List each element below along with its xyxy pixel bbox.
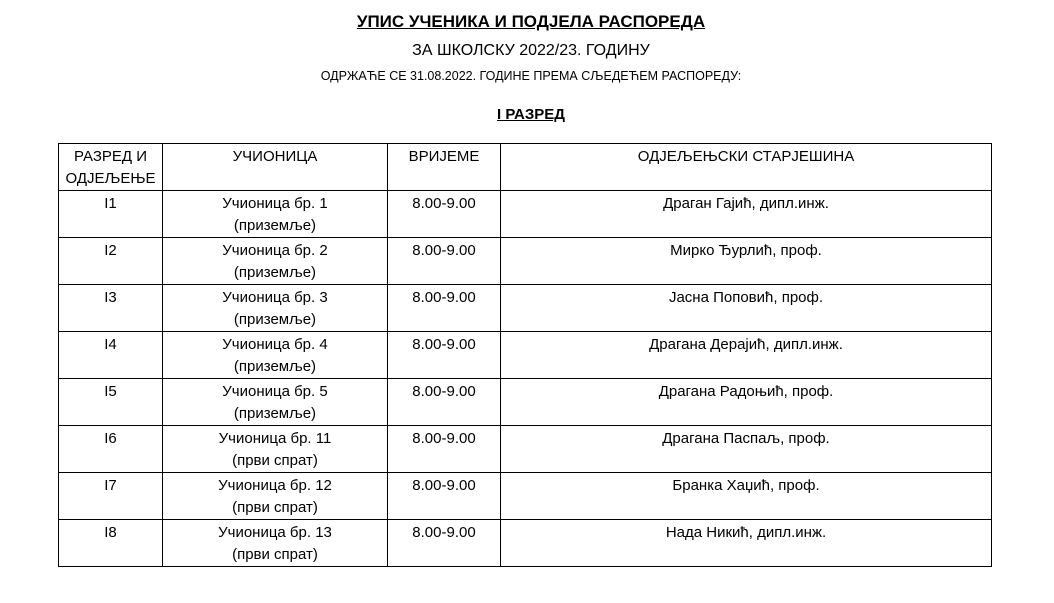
time-cell: 8.00-9.00 [388,332,501,379]
class-cell: I2 [59,238,163,285]
table-row [59,238,992,285]
table-row [59,379,992,426]
table-row [59,285,992,332]
room-name: Учионица бр. 1 [222,195,328,212]
class-cell: I4 [59,332,163,379]
time-cell: 8.00-9.00 [388,473,501,520]
table-row [59,191,992,238]
room-name: Учионица бр. 3 [222,289,328,306]
room-cell [163,520,388,567]
room-name: Учионица бр. 4 [222,336,328,353]
time-cell: 8.00-9.00 [388,426,501,473]
column-header-class [59,144,163,191]
class-cell: I1 [59,191,163,238]
teacher-cell: Драгана Радоњић, проф. [501,379,992,426]
room-cell [163,238,388,285]
teacher-cell: Нада Никић, дипл.инж. [501,520,992,567]
page-title: УПИС УЧЕНИКА И ПОДЈЕЛА РАСПОРЕДА [356,12,706,31]
room-floor: (приземље) [233,405,317,422]
room-floor: (приземље) [233,311,317,328]
class-cell: I8 [59,520,163,567]
column-header-teacher: ОДЈЕЉЕЊСКИ СТАРЈЕШИНА [501,144,992,191]
teacher-cell: Јасна Поповић, проф. [501,285,992,332]
column-header-class-line2: ОДЈЕЉЕЊЕ [65,170,156,187]
room-floor: (први спрат) [232,499,318,516]
room-name: Учионица бр. 11 [218,430,332,447]
teacher-cell: Драгана Паспаљ, проф. [501,426,992,473]
room-cell [163,379,388,426]
table-row [59,426,992,473]
teacher-cell: Драган Гајић, дипл.инж. [501,191,992,238]
grade-heading: I РАЗРЕД [497,106,565,123]
time-cell: 8.00-9.00 [388,238,501,285]
room-cell [163,473,388,520]
schedule-table [58,143,992,567]
class-cell: I3 [59,285,163,332]
room-name: Учионица бр. 5 [222,383,328,400]
class-cell: I6 [59,426,163,473]
room-floor: (приземље) [233,217,317,234]
column-header-room: УЧИОНИЦА [163,144,388,191]
room-cell [163,285,388,332]
column-header-class-line1: РАЗРЕД И [73,148,147,165]
room-cell [163,332,388,379]
room-floor: (први спрат) [232,546,318,563]
teacher-cell: Бранка Хаџић, проф. [501,473,992,520]
schedule-note: ОДРЖАЋЕ СЕ 31.08.2022. ГОДИНЕ ПРЕМА СЉЕДЕЋЕМ РАСПОРЕДУ: [320,69,742,83]
time-cell: 8.00-9.00 [388,285,501,332]
room-name: Учионица бр. 13 [218,524,332,541]
table-row [59,520,992,567]
time-cell: 8.00-9.00 [388,191,501,238]
table-row [59,332,992,379]
school-year-subtitle: ЗА ШКОЛСКУ 2022/23. ГОДИНУ [412,42,650,59]
column-header-time: ВРИЈЕМЕ [388,144,501,191]
class-cell: I7 [59,473,163,520]
teacher-cell: Драгана Дерајић, дипл.инж. [501,332,992,379]
teacher-cell: Мирко Ђурлић, проф. [501,238,992,285]
room-cell [163,426,388,473]
table-row [59,473,992,520]
room-floor: (први спрат) [232,452,318,469]
room-floor: (приземље) [233,358,317,375]
table-header-row [59,144,992,191]
time-cell: 8.00-9.00 [388,520,501,567]
room-name: Учионица бр. 2 [222,242,328,259]
room-cell [163,191,388,238]
class-cell: I5 [59,379,163,426]
time-cell: 8.00-9.00 [388,379,501,426]
room-floor: (приземље) [233,264,317,281]
room-name: Учионица бр. 12 [218,477,332,494]
